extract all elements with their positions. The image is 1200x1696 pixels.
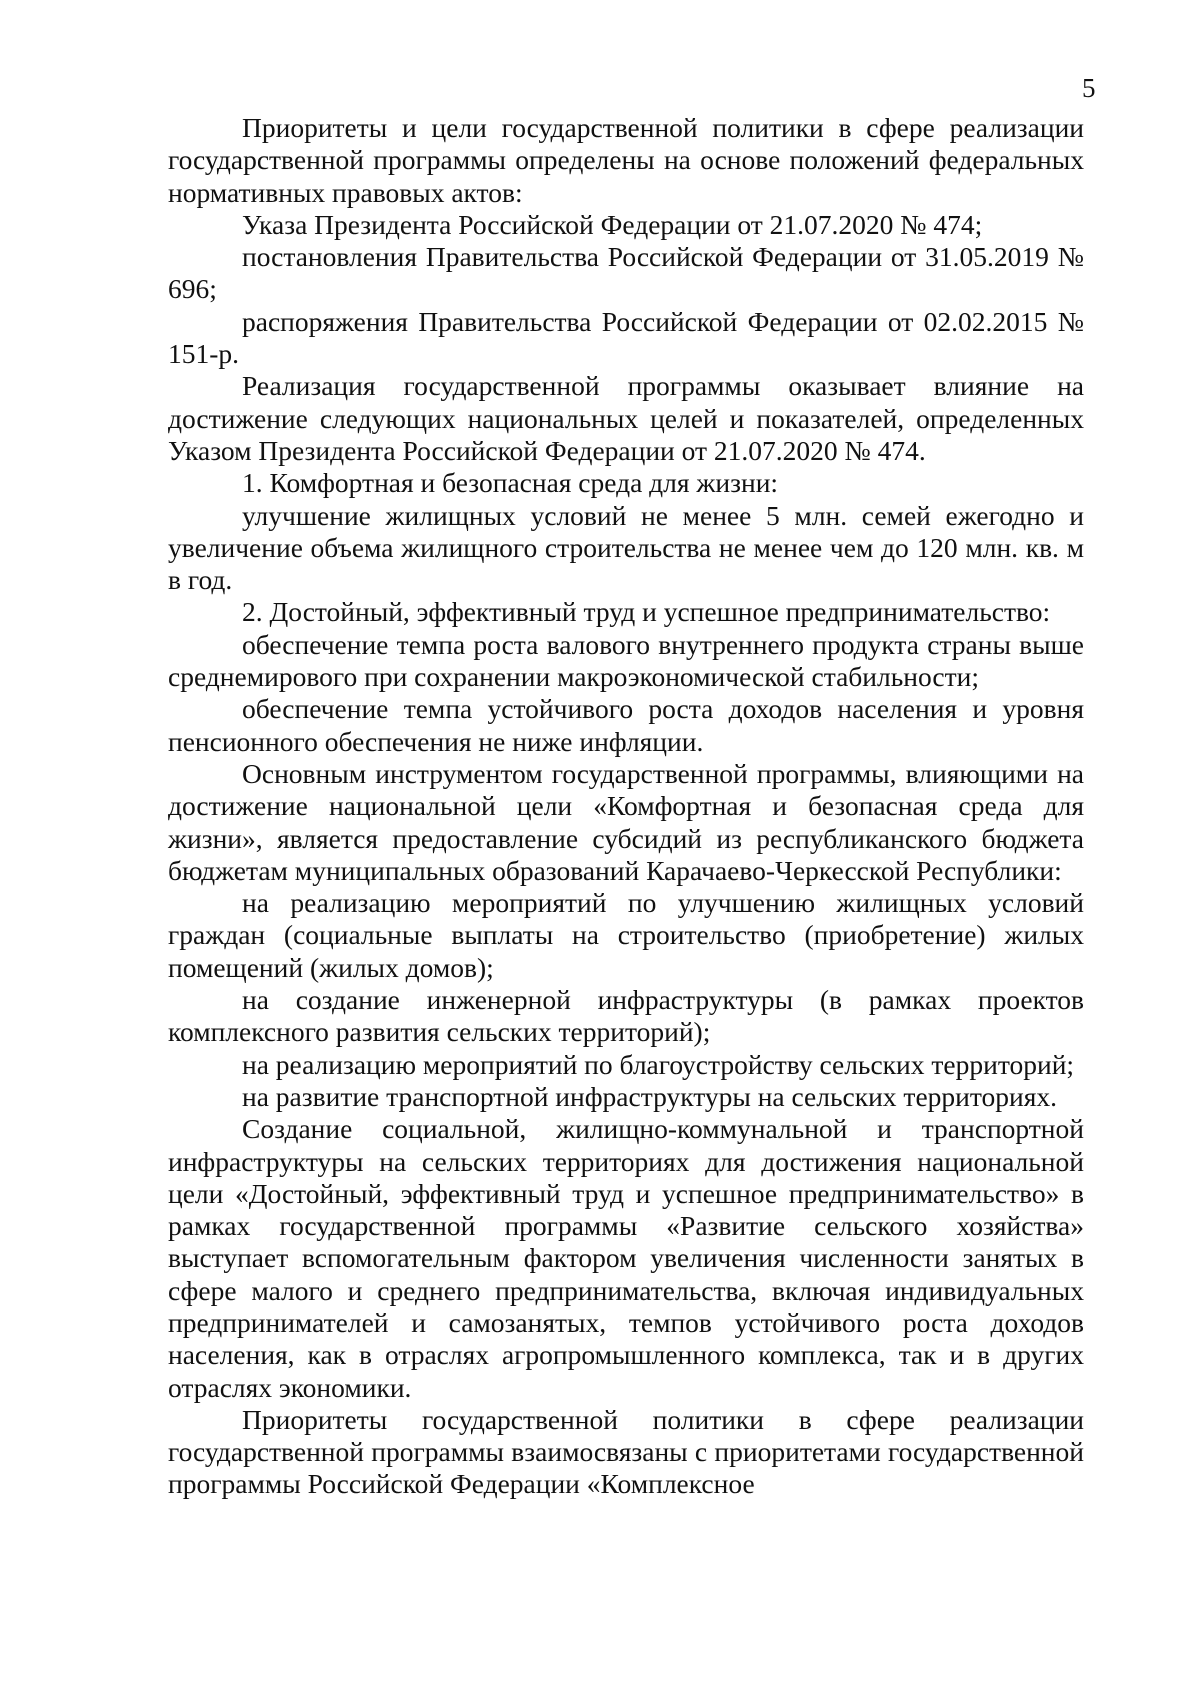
- paragraph-decree-474: Указа Президента Российской Федерации от 21.07.2020 № 474;: [242, 208, 983, 240]
- paragraph-subsidy-improvement: на реализацию мероприятий по благоустройству сельских территорий;: [242, 1048, 1075, 1080]
- paragraph-goal-2: 2. Достойный, эффективный труд и успешное предпринимательство:: [242, 596, 1051, 628]
- paragraph-subsidy-infrastructure: на создание инженерной инфраструктуры (в рамках проектов комплексного развития сельских территорий);: [168, 984, 1084, 1048]
- paragraph-resolution-696: постановления Правительства Российской Федерации от 31.05.2019 № 696;: [168, 241, 1084, 305]
- document-body: [168, 112, 1084, 1501]
- paragraph-rural-infrastructure: Создание социальной, жилищно-коммунальной и транспортной инфраструктуры на сельских территориях для достижения национальной цели «Достойный, эффективный труд и успешное предпринимательство» в рамках государственной программы «Развитие сельского хозяйства» выступает вспомогательным фактором увеличения численности занятых в сфере малого и среднего предпринимательства, включая индивидуальных предпринимателей и самозанятых, темпов устойчивого роста доходов населения, как в отраслях агропромышленного комплекса, так и в других отраслях экономики.: [168, 1113, 1084, 1403]
- paragraph-priorities-linked: Приоритеты государственной политики в сфере реализации государственной программы взаимосвязаны с приоритетами государственной программы Российской Федерации «Комплексное: [168, 1403, 1084, 1500]
- paragraph-order-151: распоряжения Правительства Российской Федерации от 02.02.2015 № 151-р.: [168, 305, 1084, 370]
- paragraph-goal-1: 1. Комфортная и безопасная среда для жизни:: [242, 467, 779, 499]
- paragraph-gdp-growth: обеспечение темпа роста валового внутреннего продукта страны выше среднемирового при сохранении макроэкономической стабильности;: [168, 628, 1084, 693]
- paragraph-priorities-intro: Приоритеты и цели государственной политики в сфере реализации государственной программы определены на основе положений федеральных нормативных правовых актов:: [168, 112, 1084, 208]
- paragraph-main-instrument: Основным инструментом государственной программы, влияющими на достижение национальной цели «Комфортная и безопасная среда для жизни», является предоставление субсидий из республиканского бюджета бюджетам муниципальных образований Карачаево-Черкесской Республики:: [168, 757, 1084, 886]
- paragraph-national-goals: Реализация государственной программы оказывает влияние на достижение следующих национальных целей и показателей, определенных Указом Президента Российской Федерации от 21.07.2020 № 474.: [168, 370, 1084, 466]
- paragraph-subsidy-housing: на реализацию мероприятий по улучшению жилищных условий граждан (социальные выплаты на строительство (приобретение) жилых помещений (жилых домов);: [168, 887, 1084, 983]
- paragraph-subsidy-transport: на развитие транспортной инфраструктуры на сельских территориях.: [242, 1080, 1058, 1112]
- page-number: 5: [1082, 73, 1096, 103]
- paragraph-housing: улучшение жилищных условий не менее 5 млн. семей ежегодно и увеличение объема жилищного строительства не менее чем до 120 млн. кв. м в год.: [168, 499, 1084, 596]
- paragraph-income-growth: обеспечение темпа устойчивого роста доходов населения и уровня пенсионного обеспечения не ниже инфляции.: [168, 693, 1084, 757]
